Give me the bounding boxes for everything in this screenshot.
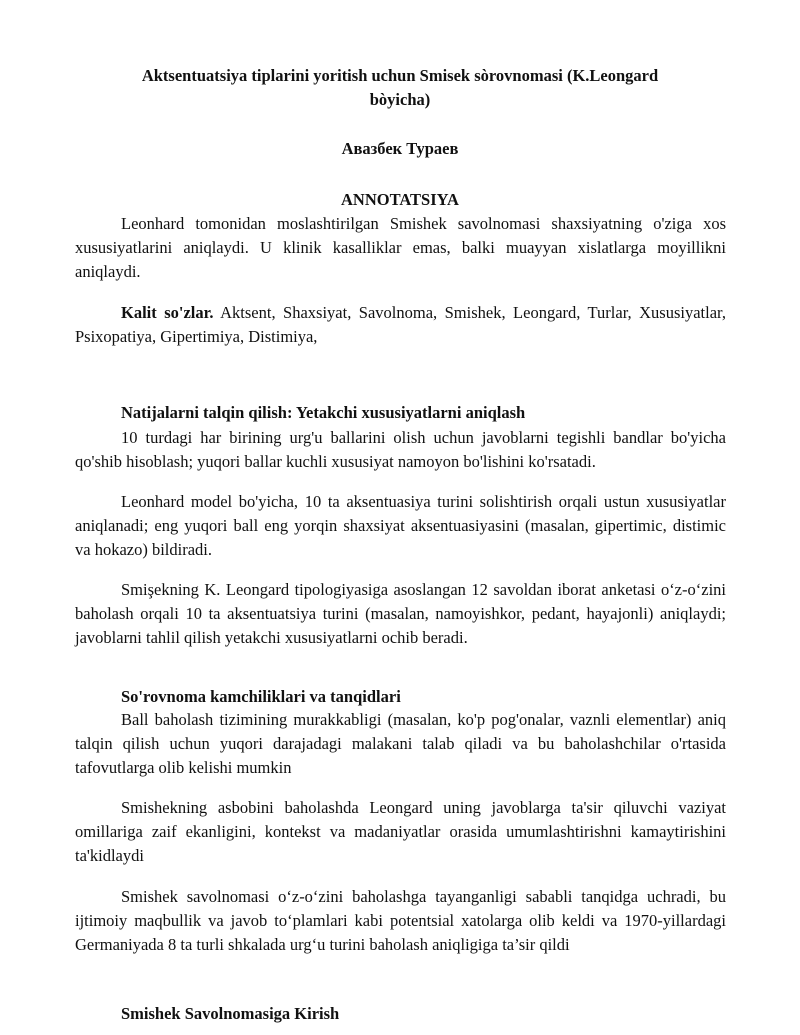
keywords-label: Kalit so'zlar. — [121, 303, 214, 322]
author-name: Авазбек Тураев — [341, 139, 459, 158]
interpretation-paragraph-3: Smişekning K. Leongard tipologiyasiga asoslangan 12 savoldan iborat anketasi o‘z-o‘zini baholash orqali 10 ta aksentuatsiya turini (masalan, namoyishkor, pedant, hayajonli) aniqlaydi; javoblarni tahlil qilish yetakchi xususiyatlarni ochib beradi. — [75, 580, 726, 647]
section-heading-interpretation: Natijalarni talqin qilish: Yetakchi xususiyatlarni aniqlash — [121, 403, 526, 422]
criticism-paragraph-1: Ball baholash tizimining murakkabligi (masalan, ko'p pog'onalar, vaznli elementlar) aniq talqin qilish uchun yuqori darajadagi malakani talab qiladi va bu baholashchilar o'rtasida tafovutlarga olib kelishi mumkin — [75, 710, 726, 777]
document-title: Aktsentuatsiya tiplarini yoritish uchun Smisek sòrovnomasi (K.Leongard bòyicha) — [141, 66, 659, 109]
annotation-paragraph: Leonhard tomonidan moslashtirilgan Smishek savolnomasi shaxsiyatning o'ziga xos xususiyatlarini aniqlaydi. U klinik kasalliklar emas, balki muayyan xislatlarga moyillikni aniqlaydi. — [75, 214, 726, 281]
annotation-heading: ANNOTATSIYA — [341, 190, 459, 209]
keywords-list: Aktsent, Shaxsiyat, Savolnoma, Smishek, Leongard, Turlar, Xususiyatlar, Psixopatiya, Gipertimiya, Distimiya, — [75, 303, 726, 346]
section-heading-introduction: Smishek Savolnomasiga Kirish — [121, 1004, 340, 1023]
section-heading-criticism: So'rovnoma kamchiliklari va tanqidlari — [121, 687, 401, 706]
keywords-paragraph — [75, 301, 726, 349]
criticism-paragraph-2: Smishekning asbobini baholashda Leongard uning javoblarga ta'sir qiluvchi vaziyat omillariga zaif ekanligini, kontekst va madaniyatlar orasida umumlashtirishni kamaytirishini ta'kidlaydi — [75, 798, 726, 865]
criticism-paragraph-3: Smishek savolnomasi o‘z-o‘zini baholashga tayanganligi sababli tanqidga uchradi, bu ijtimoiy maqbullik va javob to‘plamlari kabi potentsial xatolarga olib keldi va 1970-yillardagi Germaniyada 8 ta turli shkalada urg‘u turini baholash aniqligiga ta’sir qildi — [75, 887, 726, 954]
interpretation-paragraph-2: Leonhard model bo'yicha, 10 ta aksentuasiya turini solishtirish orqali ustun xususiyatlar aniqlanadi; eng yuqori ball eng yorqin shaxsiyat aksentuasiyasini (masalan, gipertimic, distimic va hokazo) bildiradi. — [75, 492, 726, 559]
interpretation-paragraph-1: 10 turdagi har birining urg'u ballarini olish uchun javoblarni tegishli bandlar bo'yicha qo'shib hisoblash; yuqori ballar kuchli xususiyat namoyon bo'lishini ko'rsatadi. — [75, 428, 726, 471]
